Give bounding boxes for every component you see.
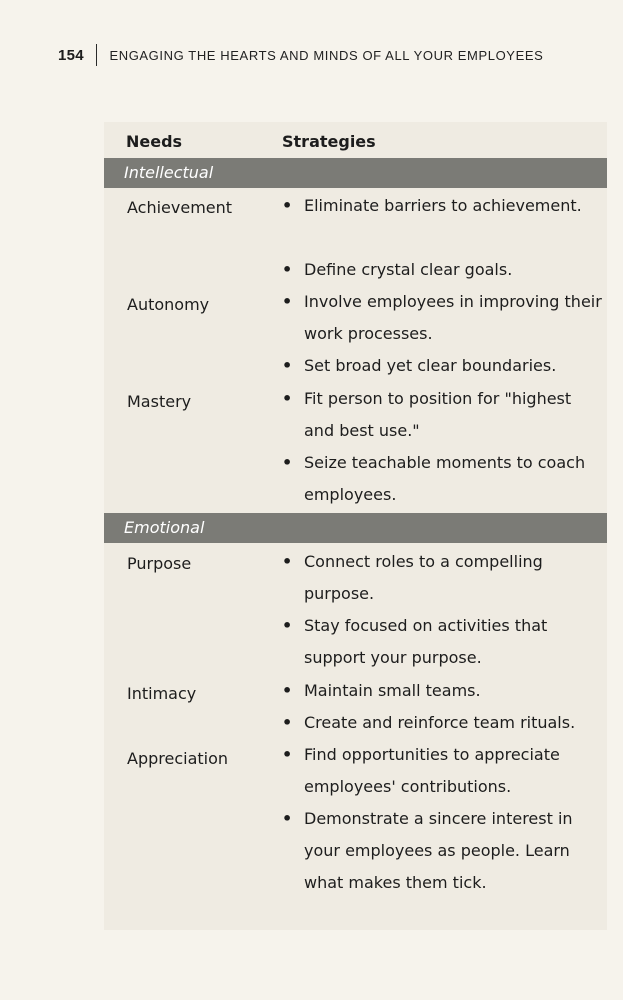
strategy-text: Demonstrate a sincere interest in your employees as people. Learn what makes them tick. [304, 809, 573, 892]
needs-strategies-table [104, 122, 607, 930]
bullet-icon: • [282, 809, 293, 828]
bullet-icon: • [282, 356, 293, 375]
strategy-text: Connect roles to a compelling purpose. [304, 552, 543, 603]
bullet-icon: • [282, 260, 293, 279]
category-title: Intellectual [124, 163, 214, 182]
page-header [58, 44, 543, 66]
need-purpose: Purpose [127, 554, 192, 573]
bullet-icon: • [282, 453, 293, 472]
strategy-item [282, 190, 602, 254]
strategy-text: Create and reinforce team rituals. [304, 713, 576, 732]
page-number: 154 [58, 46, 84, 64]
strategy-text: Maintain small teams. [304, 681, 481, 700]
category-title: Emotional [124, 518, 205, 537]
strategy-item [282, 739, 602, 803]
running-head: ENGAGING THE HEARTS AND MINDS OF ALL YOUR EMPLOYEES [109, 47, 544, 63]
strategy-item [282, 383, 602, 447]
strategy-item [282, 546, 602, 610]
strategy-text: Define crystal clear goals. [304, 260, 513, 279]
bullet-icon: • [282, 745, 293, 764]
need-intimacy: Intimacy [127, 684, 197, 703]
bullet-icon: • [282, 681, 293, 700]
strategy-item [282, 803, 602, 899]
strategy-text: Set broad yet clear boundaries. [304, 356, 557, 375]
strategy-text: Find opportunities to appreciate employees' contributions. [304, 745, 560, 796]
bullet-icon: • [282, 616, 293, 635]
strategy-text: Involve employees in improving their work processes. [304, 292, 602, 343]
need-mastery: Mastery [127, 392, 192, 411]
strategy-item [282, 286, 602, 350]
column-headers [104, 122, 607, 158]
category-bar-emotional [104, 513, 607, 543]
strategy-item [282, 610, 602, 674]
strategy-item [282, 707, 602, 739]
bullet-icon: • [282, 389, 293, 408]
bullet-icon: • [282, 552, 293, 571]
strategy-text: Fit person to position for "highest and best use." [304, 389, 572, 440]
strategy-item [282, 350, 602, 382]
strategy-text: Eliminate barriers to achievement. [304, 196, 582, 215]
strategy-item [282, 447, 602, 511]
strategy-item [282, 675, 602, 707]
strategy-text: Seize teachable moments to coach employees. [304, 453, 586, 504]
column-header-needs: Needs [126, 132, 183, 151]
column-header-strategies: Strategies [282, 132, 376, 151]
strategy-text: Stay focused on activities that support your purpose. [304, 616, 548, 667]
bullet-icon: • [282, 196, 293, 215]
bullet-icon: • [282, 292, 293, 311]
need-autonomy: Autonomy [127, 295, 210, 314]
need-achievement: Achievement [127, 198, 233, 217]
bullet-icon: • [282, 713, 293, 732]
header-divider [96, 44, 98, 66]
strategy-item [282, 254, 602, 286]
need-appreciation: Appreciation [127, 749, 229, 768]
category-bar-intellectual [104, 158, 607, 188]
